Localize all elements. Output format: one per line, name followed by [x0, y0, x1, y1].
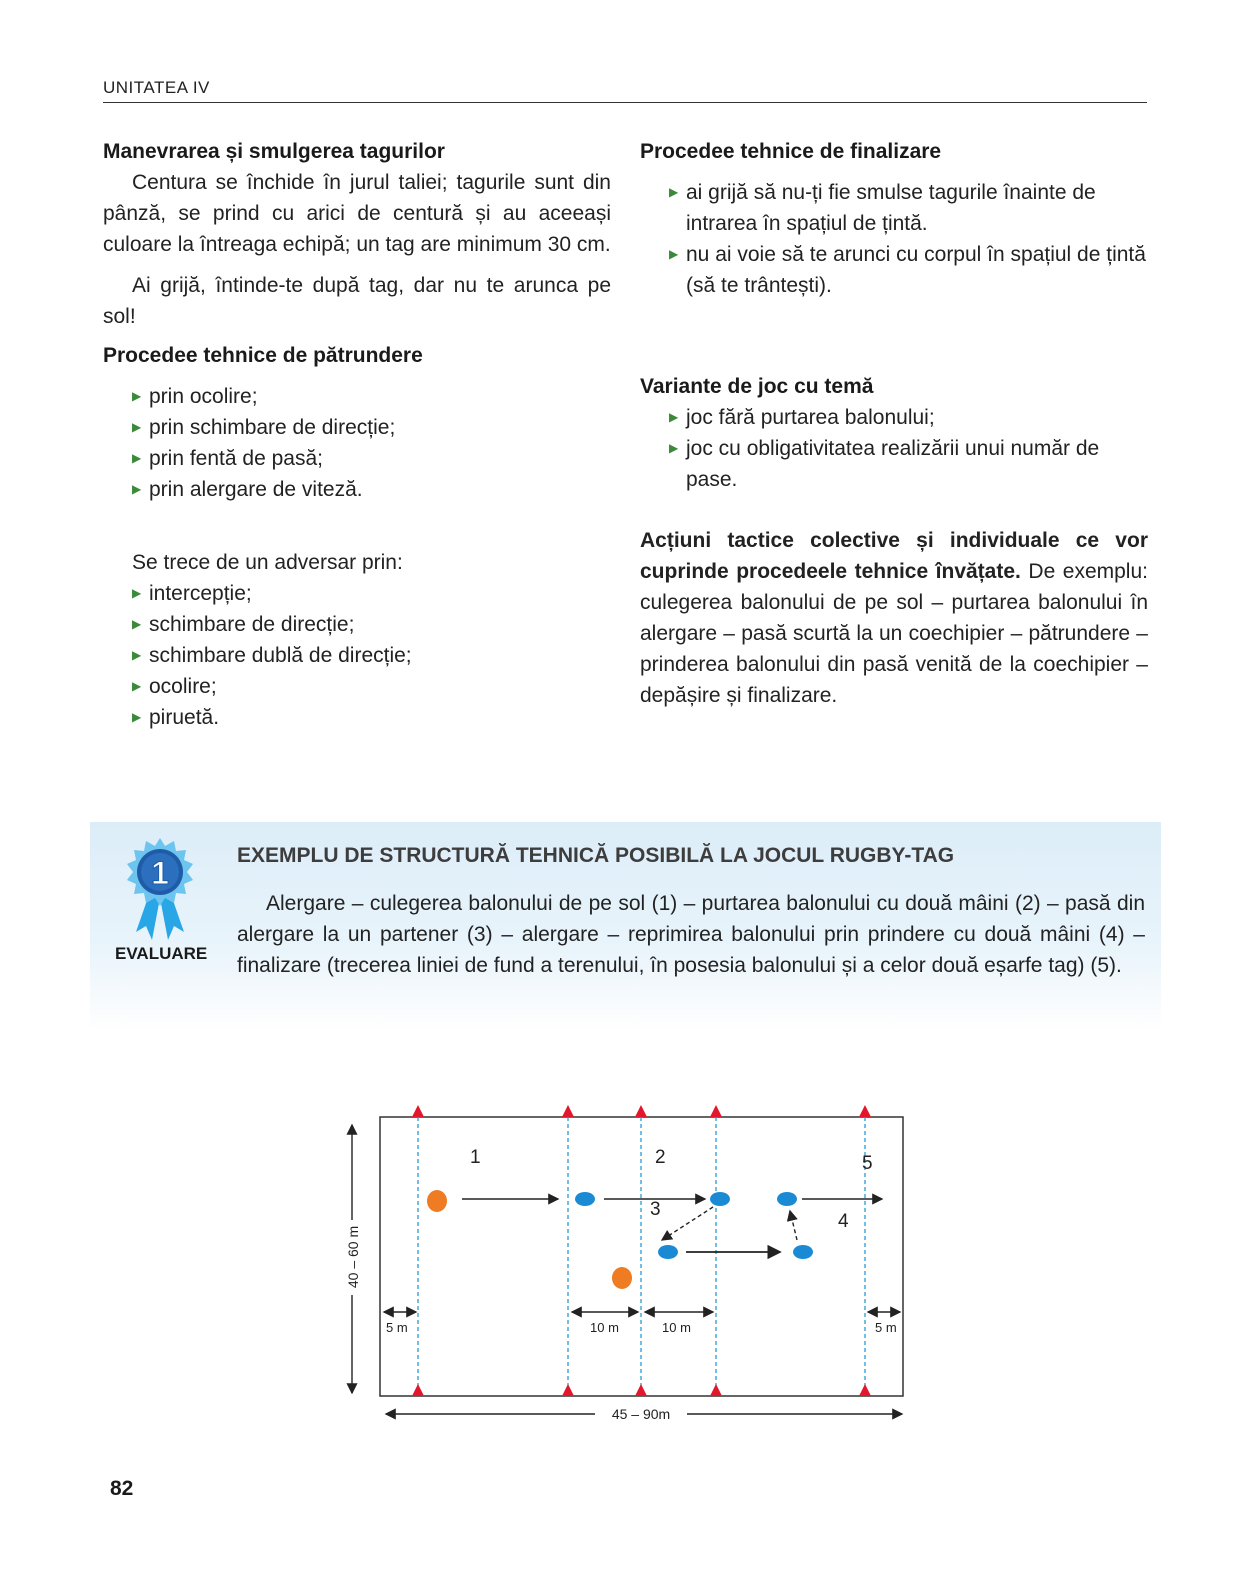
list-item: ▶ prin schimbare de direcție; — [132, 412, 611, 443]
svg-text:1: 1 — [470, 1147, 481, 1168]
bullet-list — [640, 177, 1148, 301]
orange-player-icon — [427, 1190, 447, 1212]
page-header — [103, 78, 1147, 103]
triangle-bullet-icon: ▶ — [132, 389, 142, 403]
svg-text:10 m: 10 m — [662, 1320, 691, 1335]
blue-player-icon — [777, 1192, 797, 1206]
unit-title: UNITATEA IV — [103, 78, 210, 97]
svg-text:45 – 90m: 45 – 90m — [611, 1406, 671, 1422]
svg-text:2: 2 — [655, 1147, 666, 1168]
triangle-bullet-icon: ▶ — [669, 185, 679, 199]
evaluation-text: Alergare – culegerea balonului de pe sol (1) – purtarea balonului cu două mâini (2) – pasă din alergare la un partener (3) – alergare – reprimirea balonului prin prindere cu două mâini (4) – finalizare (trecerea liniei de fund a terenului, în posesia balonului și a celor două eșarfe tag) (5). — [237, 892, 1145, 977]
triangle-bullet-icon: ▶ — [669, 247, 679, 261]
blue-player-icon — [710, 1192, 730, 1206]
section-title: Procedee tehnice de pătrundere — [103, 344, 423, 367]
paragraph: Centura se închide în jurul taliei; tagurile sunt din pânză, se prind cu arici de centură și au aceeași culoare la întreaga echipă; un tag are minimum 30 cm. — [103, 171, 611, 256]
triangle-bullet-icon: ▶ — [132, 451, 142, 465]
list-item: ▶ piruetă. — [132, 702, 611, 733]
orange-player-icon — [612, 1267, 632, 1289]
svg-text:40 – 60 m: 40 – 60 m — [345, 1225, 361, 1289]
list-item: ▶ schimbare de direcție; — [132, 609, 611, 640]
blue-player-icon — [793, 1245, 813, 1259]
list-item: ▶ joc cu obligativitatea realizării unui număr de pase. — [669, 433, 1148, 495]
field-border — [380, 1117, 903, 1396]
section-title: Manevrarea și smulgerea tagurilor — [103, 140, 445, 163]
rugby-field-diagram — [330, 1095, 930, 1435]
list-item: ▶ ocolire; — [132, 671, 611, 702]
list-item: ▶ ai grijă să nu-ți fie smulse tagurile înainte de intrarea în spațiul de țintă. — [669, 177, 1148, 239]
list-item: ▶ prin alergare de viteză. — [132, 474, 611, 505]
left-column — [103, 136, 611, 733]
triangle-bullet-icon: ▶ — [669, 441, 679, 455]
paragraph: Ai grijă, întinde-te după tag, dar nu te arunca pe sol! — [103, 274, 611, 328]
svg-text:5 m: 5 m — [875, 1320, 897, 1335]
evaluation-label: EVALUARE — [115, 944, 208, 963]
svg-text:5: 5 — [862, 1153, 873, 1174]
triangle-bullet-icon: ▶ — [132, 482, 142, 496]
triangle-bullet-icon: ▶ — [132, 679, 142, 693]
award-ribbon-icon — [122, 836, 198, 944]
svg-text:4: 4 — [838, 1211, 849, 1232]
svg-text:5 m: 5 m — [386, 1320, 408, 1335]
triangle-bullet-icon: ▶ — [132, 420, 142, 434]
bullet-list — [103, 381, 611, 505]
triangle-bullet-icon: ▶ — [669, 410, 679, 424]
list-item: ▶ nu ai voie să te arunci cu corpul în spațiul de țintă (să te trântești). — [669, 239, 1148, 301]
bullet-list — [103, 578, 611, 733]
triangle-bullet-icon: ▶ — [132, 648, 142, 662]
section-title: Procedee tehnice de finalizare — [640, 140, 942, 163]
evaluation-title: EXEMPLU DE STRUCTURĂ TEHNICĂ POSIBILĂ LA JOCUL RUGBY-TAG — [237, 844, 955, 867]
right-column — [640, 136, 1148, 711]
triangle-bullet-icon: ▶ — [132, 617, 142, 631]
paragraph: Acțiuni tactice colective și individuale ce vor cuprinde procedeele tehnice învățate. De exemplu: culegerea balonului de pe sol – purtarea balonului în alergare – pasă scurtă la un coechipier – pătrundere – prinderea balonului din pasă venită de la coechipier – depășire și finalizare. — [640, 529, 1148, 707]
paragraph: Se trece de un adversar prin: — [132, 551, 403, 574]
svg-text:1: 1 — [151, 855, 169, 891]
svg-text:10 m: 10 m — [590, 1320, 619, 1335]
triangle-bullet-icon: ▶ — [132, 710, 142, 724]
page-number: 82 — [110, 1477, 134, 1500]
svg-text:3: 3 — [650, 1199, 661, 1220]
list-item: ▶ prin fentă de pasă; — [132, 443, 611, 474]
section-title: Variante de joc cu temă — [640, 375, 874, 398]
list-item: ▶ prin ocolire; — [132, 381, 611, 412]
blue-player-icon — [575, 1192, 595, 1206]
bullet-list — [640, 402, 1148, 495]
triangle-bullet-icon: ▶ — [132, 586, 142, 600]
list-item: ▶ joc fără purtarea balonului; — [669, 402, 1148, 433]
list-item: ▶ intercepție; — [132, 578, 611, 609]
bold-lead: Acțiuni tactice colective și individuale ce vor cuprinde procedeele tehnice învățate. — [640, 529, 1148, 583]
list-item: ▶ schimbare dublă de direcție; — [132, 640, 611, 671]
blue-player-icon — [658, 1245, 678, 1259]
